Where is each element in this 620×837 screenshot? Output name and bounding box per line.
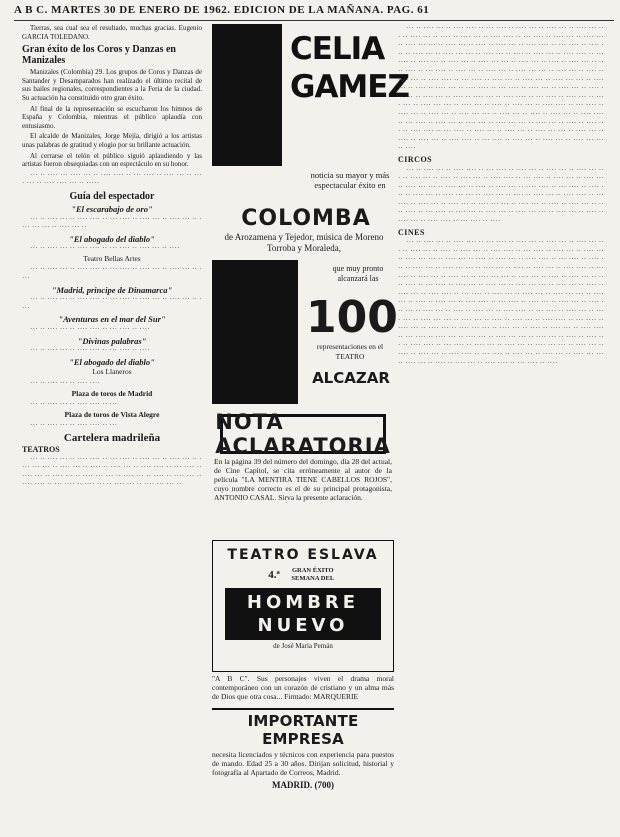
- headline-guia: Guía del espectador: [69, 190, 155, 202]
- ad-colomba-title: COLOMBA: [241, 206, 371, 231]
- article-paragraph: Al cerrarse el telón el público siguió aplaudiendo y las artistas fueron obsequiadas con un espectáculo en su honor.: [22, 151, 202, 169]
- section-circos: CIRCOS: [398, 154, 433, 164]
- headline-coros: Gran éxito de los Coros y Danzas en Manizales: [22, 44, 176, 67]
- guide-title: "El abogado del diablo": [69, 356, 155, 367]
- ad-nota-aclaratoria: [212, 410, 394, 532]
- listing-text: ··· ·· ···· ··· ·· ···· ···· ·· ··· ···· ·· ···· ··· ·· ···· ··· ·· ···· ··· ··· ·· ···· ··· ·· ···· ·· ···· ··· ·· ···· ···· ·· ··· ···· ·· ···· ··· ·· ···· ··· ·· ···· ··· ··· ·· ···· ··· ·· ···· ·· ···· ··· ·· ···· ···· ·· ··· ···· ·· ···· ··· ·· ···· ··· ·· ···· ··· ··· ·· ···· ··· ·· ···· ·· ···· ··· ·· ···· ···· ·· ··· ···· ·· ···· ··· ·· ···· ··· ·· ···· ··· ··· ·· ···· ··· ·· ···· ·· ···· ··· ·· ···· ···· ·· ··· ···· ·· ···· ··· ·· ···· ··· ·· ···· ··· ··· ·· ···· ··· ·· ···· ·· ···· ··· ·· ···· ···· ·· ··· ···· ·· ···· ··· ·· ···· ··· ·· ···· ··· ··· ·· ···· ··· ·· ···· ·· ···· ··· ·· ···· ···· ·· ··· ···· ·· ···· ··· ·· ···· ··· ·· ···· ··· ··· ·· ···· ··· ·· ···· ·· ···· ··· ·· ···· ···· ·· ··· ···· ·· ···· ··· ·· ···· ··· ·· ···· ··· ··· ·· ···· ··· ·· ···· ·· ···· ··· ·· ···· ···· ·· ··· ···· ·· ···· ··· ·· ···· ··· ·· ···· ··· ··· ·· ···· ··· ·· ···· ·· ···· ··· ·· ···· ···· ·· ··· ···· ·· ···· ··· ·· ···· ··· ·· ···· ··· ··· ·· ···· ··· ·· ···· ·· ···· ··· ·· ···· ···· ·· ··· ···· ·· ···· ··· ·· ···· ··· ·· ···· ··· ··· ·· ···· ··· ·· ···· ·· ···· ··· ·· ···· ···· ·· ··· ···· ·· ···· ··· ·· ···· ··· ·· ···· ··· ··· ·· ···· ··· ·· ···· ·· ···· ··· ·· ···· ···· ·· ··· ···· ·· ····: [398, 238, 604, 367]
- headline-cartelera: Cartelera madrileña: [63, 431, 161, 444]
- section-teatros: TEATROS: [22, 444, 60, 454]
- guide-title: "El abogado del diablo": [69, 233, 155, 244]
- imp-body: necesita licenciados y técnicos con experiencia para puestos de mando. Edad 25 a 30 años. Dirijan solicitud, historial y fotografía al Apartado de Correos, Madrid.: [212, 750, 394, 777]
- intro-paragraph: Tierras, sea cual sea el resultado, muchas gracias. Eugenio GARCIA TOLEDANO.: [22, 24, 202, 41]
- article-paragraph: Al final de la representación se escucharon los himnos de España y Colombia, mientras el público aplaudía con entusiasmo.: [22, 104, 202, 130]
- guide-title: "Divinas palabras": [77, 335, 147, 346]
- eslava-week-row: [213, 567, 393, 582]
- ad-teatro-eslava: [212, 540, 394, 672]
- right-column: [398, 24, 604, 824]
- page-header: A B C. MARTES 30 DE ENERO DE 1962. EDICION DE LA MAÑANA. PAG. 61: [14, 4, 614, 21]
- section-cines: CINES: [398, 227, 425, 237]
- guide-title: "El escarabajo de oro": [71, 203, 153, 214]
- guide-title: Los Llaneros: [92, 367, 132, 377]
- body-text: ··· ·· ···· ··· ·· ···· ···· ·· ··· ···· ·· ···· ··· ·· ···· ··· ·· ···· ··· ··· ·· ···· ··· ··: [22, 214, 202, 232]
- hombre-author: de José María Pemán: [273, 642, 333, 650]
- nota-body: En la página 39 del número del domingo, día 28 del actual, de Cine Capitol, se cita erróneamente al autor de la película "LA MENTIRA TIENE CABELLOS ROJOS", cuyo nombre correcto es el de su principal protagonista, ANTONIO CASAL. Sirva la presente aclaración.: [214, 457, 392, 502]
- hombre-nuevo-banner: HOMBRE NUEVO: [225, 588, 381, 640]
- listing-text: ··· ·· ···· ··· ·· ···· ···· ·· ··· ···· ·· ···· ··· ·· ···· ··· ·· ···· ··· ··· ·· ···· ··· ·· ···· ·· ···· ··· ·· ···· ···· ·· ··· ···· ·· ···· ··· ·· ···· ··· ·· ···· ··· ··· ·· ···· ··· ·· ···· ·· ···· ··· ·· ···· ···· ·· ··· ···· ·· ···· ··· ·· ···· ··· ·· ···· ··· ··· ··: [22, 454, 202, 489]
- ad-block: [212, 24, 282, 166]
- ad-block: [212, 260, 298, 404]
- imp-title: IMPORTANTE EMPRESA: [247, 712, 359, 748]
- body-text: ··· ·· ···· ··· ·· ···· ····: [30, 379, 101, 387]
- body-text: ··· ·· ···· ··· ·· ···· ···· ·· ··· ···· ·· ···· ··· ·· ····: [30, 244, 180, 253]
- ad-colomba-credits: de Arozamena y Tejedor, música de Moreno Torroba y Moraleda,: [224, 232, 384, 253]
- eslava-exito: GRAN ÉXITO SEMANA DEL: [291, 567, 335, 582]
- ad-representaciones: representaciones en el TEATRO: [316, 342, 384, 361]
- body-text: ··· ·· ···· ··· ·· ···· ···· ·· ···: [30, 421, 118, 430]
- guide-title: Plaza de toros de Vista Alegre: [64, 409, 160, 419]
- left-column: [22, 24, 202, 824]
- body-text: ··· ·· ···· ··· ·· ···· ···· ·· ··· ···· ·· ····: [30, 346, 150, 355]
- ad-alcazar: ALCAZAR: [312, 369, 390, 387]
- listing-text: ··· ·· ···· ··· ·· ···· ···· ·· ··· ···· ·· ···· ··· ·· ···· ··· ·· ···· ··· ··· ·· ···· ··· ·· ···· ·· ···· ··· ·· ···· ···· ·· ··· ···· ·· ···· ··· ·· ···· ··· ·· ···· ··· ··· ·· ···· ··· ·· ···· ·· ···· ··· ·· ···· ···· ·· ··· ···· ·· ···· ··· ·· ···· ··· ·· ···· ··· ··· ·· ···· ··· ·· ···· ·· ···· ··· ·· ···· ···· ·· ··· ···· ·· ···· ··· ·· ···· ··· ·· ···· ··· ··· ·· ···· ··· ·· ···· ·· ···· ··· ·· ···· ···· ·· ··· ···· ·· ···· ··· ·· ···· ··· ·· ···· ··· ··· ·· ···· ··· ·· ···· ·· ···· ··· ·· ···· ···· ·· ··· ···· ·· ····: [398, 165, 604, 226]
- body-text: ··· ·· ···· ··· ·· ···· ···· ·· ··· ···· ·· ····: [30, 325, 150, 334]
- eslava-title: TEATRO ESLAVA: [227, 547, 379, 563]
- ad-proximo-text: que muy pronto alcanzará las: [332, 264, 384, 283]
- ad-hundred: 100: [306, 292, 398, 343]
- body-text: ··· ·· ···· ··· ·· ···· ···· ·· ··· ···· ·· ···· ··· ·· ···· ··· ·· ····: [22, 295, 202, 312]
- body-text: ··· ·· ···· ··· ···· ··· ·· ···· ···· ·· ··· ···· ·· ···· ··· ·· ···· ··· ·· ···· ···· ··· ·· ·····: [22, 170, 202, 188]
- guide-title: "Aventuras en el mar del Sur": [58, 314, 166, 325]
- article-paragraph: Manizales (Colombia) 29. Los grupos de Coros y Danzas de Santander y Desamparados han realizado el último recital de sus bailes regionales, correspondientes a la Feria de la ciudad. Su actuación ha constituido otro gran éxito.: [22, 68, 202, 102]
- ad-celia-name: CELIA GAMEZ: [290, 31, 409, 105]
- nota-title: NOTA ACLARATORIA: [215, 410, 391, 458]
- body-text: ··· ·· ···· ··· ·· ···· ···· ·· ··· ···· ·· ···· ··· ·· ···· ··· ·· ····: [22, 265, 202, 283]
- ad-importante-empresa: [212, 708, 394, 830]
- imp-madrid: MADRID. (700): [272, 780, 334, 790]
- listing-text: ··· ·· ···· ··· ·· ···· ···· ·· ··· ···· ·· ···· ··· ·· ···· ··· ·· ···· ··· ··· ·· ···· ··· ·· ···· ·· ···· ··· ·· ···· ···· ·· ··· ···· ·· ···· ··· ·· ···· ··· ·· ···· ··· ··· ·· ···· ··· ·· ···· ·· ···· ··· ·· ···· ···· ·· ··· ···· ·· ···· ··· ·· ···· ··· ·· ···· ··· ··· ·· ···· ··· ·· ···· ·· ···· ··· ·· ···· ···· ·· ··· ···· ·· ···· ··· ·· ···· ··· ·· ···· ··· ··· ·· ···· ··· ·· ···· ·· ···· ··· ·· ···· ···· ·· ··· ···· ·· ···· ··· ·· ···· ··· ·· ···· ··· ··· ·· ···· ··· ·· ···· ·· ···· ··· ·· ···· ···· ·· ··· ···· ·· ···· ··· ·· ···· ··· ·· ···· ··· ··· ·· ···· ··· ·· ···· ·· ···· ··· ·· ···· ···· ·· ··· ···· ·· ···· ··· ·· ···· ··· ·· ···· ··· ··· ·· ···· ··· ·· ···· ·· ···· ··· ·· ···· ···· ·· ··· ···· ·· ···· ··· ·· ···· ··· ·· ···· ··· ··· ·· ···· ··· ·· ···· ·· ···· ··· ·· ···· ···· ·· ··· ···· ·· ···· ··· ·· ···· ··· ·· ···· ··· ··· ·· ···· ··· ·· ···· ·· ···· ··· ·· ···· ···· ·· ··· ···· ·· ···· ··· ·· ···· ··· ·· ···· ··· ··· ·· ···· ··· ·· ···· ·· ···· ··· ·· ···· ···· ·· ··· ···· ·· ···· ··· ·· ···· ··· ·· ···· ··· ··· ·· ···· ··· ·· ···· ·· ···· ··· ·· ···· ···· ·· ··· ···· ·· ···· ··· ·· ···· ··· ·· ···· ··· ··· ·· ····: [398, 24, 604, 153]
- guide-title: Plaza de toros de Madrid: [71, 388, 153, 398]
- ad-celia-text: noticia su mayor y más espectacular éxito en: [310, 170, 390, 190]
- body-text: ··· ·· ···· ··· ·· ···· ···· ·· ···: [30, 400, 118, 409]
- article-paragraph: El alcalde de Manizales, Jorge Mejía, dirigió a los artistas unas palabras de gratitud y elogio por su brillante actuación.: [22, 132, 202, 149]
- ad-celia-gamez: [212, 24, 409, 404]
- guide-title: Teatro Bellas Artes: [83, 253, 141, 263]
- guide-title: "Madrid, principe de Dinamarca": [51, 284, 173, 295]
- eslava-week: 4.ª: [268, 568, 280, 581]
- ad-abc-quote: "A B C". Sus personajes viven el drama moral contemporáneo con un corazón de cristiano y un alma más de Dios que otra cosa... Firmado: MARQUERIE: [212, 674, 394, 701]
